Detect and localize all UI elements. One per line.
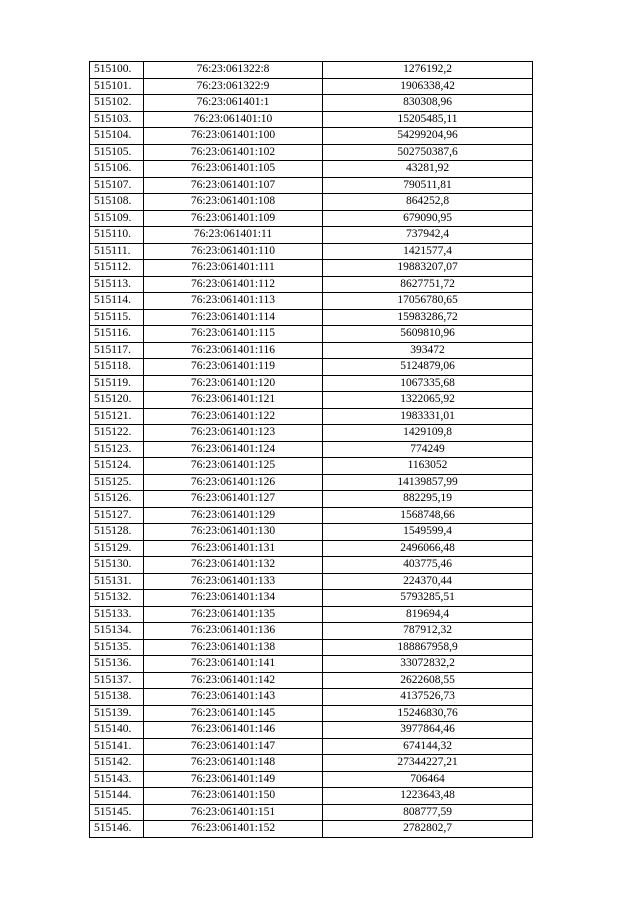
- table-row: [90, 738, 533, 755]
- cadastral-value-cell: 33072832,2: [323, 656, 533, 673]
- row-number-cell: 515126.: [90, 491, 144, 508]
- cadastral-value-cell: 17056780,65: [323, 293, 533, 310]
- table-row: [90, 161, 533, 178]
- cadastral-value-cell: 5793285,51: [323, 590, 533, 607]
- table-row: [90, 375, 533, 392]
- row-number-cell: 515101.: [90, 78, 144, 95]
- row-number-cell: 515140.: [90, 722, 144, 739]
- row-number-cell: 515120.: [90, 392, 144, 409]
- row-number-cell: 515118.: [90, 359, 144, 376]
- cadastral-value-cell: 1983331,01: [323, 408, 533, 425]
- cadastral-number-cell: 76:23:061401:120: [144, 375, 323, 392]
- row-number-cell: 515134.: [90, 623, 144, 640]
- row-number-cell: 515121.: [90, 408, 144, 425]
- cadastral-value-cell: 54299204,96: [323, 128, 533, 145]
- row-number-cell: 515100.: [90, 62, 144, 79]
- cadastral-value-cell: 1322065,92: [323, 392, 533, 409]
- cadastral-number-cell: 76:23:061401:124: [144, 441, 323, 458]
- cadastral-value-cell: 188867958,9: [323, 639, 533, 656]
- table-row: [90, 260, 533, 277]
- table-row: [90, 243, 533, 260]
- row-number-cell: 515125.: [90, 474, 144, 491]
- table-row: [90, 194, 533, 211]
- cadastral-value-cell: 706464: [323, 771, 533, 788]
- cadastral-number-cell: 76:23:061401:151: [144, 804, 323, 821]
- row-number-cell: 515137.: [90, 672, 144, 689]
- table-row: [90, 458, 533, 475]
- row-number-cell: 515113.: [90, 276, 144, 293]
- cadastral-value-cell: 15246830,76: [323, 705, 533, 722]
- row-number-cell: 515124.: [90, 458, 144, 475]
- table-row: [90, 557, 533, 574]
- cadastral-number-cell: 76:23:061401:100: [144, 128, 323, 145]
- row-number-cell: 515110.: [90, 227, 144, 244]
- table-row: [90, 78, 533, 95]
- table-row: [90, 144, 533, 161]
- cadastral-number-cell: 76:23:061401:115: [144, 326, 323, 343]
- table-row: [90, 639, 533, 656]
- row-number-cell: 515112.: [90, 260, 144, 277]
- table-row: [90, 689, 533, 706]
- cadastral-value-cell: 19883207,07: [323, 260, 533, 277]
- row-number-cell: 515108.: [90, 194, 144, 211]
- table-row: [90, 359, 533, 376]
- table-row: [90, 524, 533, 541]
- row-number-cell: 515116.: [90, 326, 144, 343]
- table-row: [90, 95, 533, 112]
- cadastral-number-cell: 76:23:061322:9: [144, 78, 323, 95]
- row-number-cell: 515114.: [90, 293, 144, 310]
- cadastral-value-table: [89, 61, 533, 838]
- row-number-cell: 515133.: [90, 606, 144, 623]
- cadastral-number-cell: 76:23:061401:131: [144, 540, 323, 557]
- cadastral-number-cell: 76:23:061401:122: [144, 408, 323, 425]
- cadastral-number-cell: 76:23:061401:112: [144, 276, 323, 293]
- row-number-cell: 515115.: [90, 309, 144, 326]
- row-number-cell: 515117.: [90, 342, 144, 359]
- table-row: [90, 540, 533, 557]
- cadastral-number-cell: 76:23:061401:152: [144, 821, 323, 838]
- cadastral-number-cell: 76:23:061401:148: [144, 755, 323, 772]
- cadastral-value-cell: 1067335,68: [323, 375, 533, 392]
- cadastral-number-cell: 76:23:061401:134: [144, 590, 323, 607]
- cadastral-number-cell: 76:23:061401:142: [144, 672, 323, 689]
- cadastral-number-cell: 76:23:061401:102: [144, 144, 323, 161]
- table-row: [90, 788, 533, 805]
- row-number-cell: 515128.: [90, 524, 144, 541]
- row-number-cell: 515132.: [90, 590, 144, 607]
- row-number-cell: 515109.: [90, 210, 144, 227]
- cadastral-number-cell: 76:23:061401:114: [144, 309, 323, 326]
- table-row: [90, 623, 533, 640]
- table-row: [90, 326, 533, 343]
- cadastral-number-cell: 76:23:061401:138: [144, 639, 323, 656]
- cadastral-value-cell: 5124879,06: [323, 359, 533, 376]
- cadastral-value-cell: 1429109,8: [323, 425, 533, 442]
- table-row: [90, 276, 533, 293]
- row-number-cell: 515127.: [90, 507, 144, 524]
- row-number-cell: 515135.: [90, 639, 144, 656]
- cadastral-number-cell: 76:23:061401:10: [144, 111, 323, 128]
- row-number-cell: 515131.: [90, 573, 144, 590]
- row-number-cell: 515103.: [90, 111, 144, 128]
- cadastral-value-cell: 15205485,11: [323, 111, 533, 128]
- table-row: [90, 705, 533, 722]
- table-body: [90, 62, 533, 838]
- cadastral-number-cell: 76:23:061401:146: [144, 722, 323, 739]
- cadastral-number-cell: 76:23:061401:109: [144, 210, 323, 227]
- cadastral-number-cell: 76:23:061401:105: [144, 161, 323, 178]
- cadastral-number-cell: 76:23:061401:108: [144, 194, 323, 211]
- table-row: [90, 507, 533, 524]
- cadastral-value-cell: 2782802,7: [323, 821, 533, 838]
- table-row: [90, 210, 533, 227]
- cadastral-number-cell: 76:23:061401:133: [144, 573, 323, 590]
- table-row: [90, 392, 533, 409]
- table-row: [90, 177, 533, 194]
- cadastral-number-cell: 76:23:061401:113: [144, 293, 323, 310]
- cadastral-value-cell: 224370,44: [323, 573, 533, 590]
- cadastral-number-cell: 76:23:061401:141: [144, 656, 323, 673]
- table-row: [90, 62, 533, 79]
- row-number-cell: 515141.: [90, 738, 144, 755]
- cadastral-value-cell: 1906338,42: [323, 78, 533, 95]
- table-row: [90, 474, 533, 491]
- cadastral-number-cell: 76:23:061401:1: [144, 95, 323, 112]
- cadastral-value-cell: 2622608,55: [323, 672, 533, 689]
- cadastral-number-cell: 76:23:061401:111: [144, 260, 323, 277]
- cadastral-number-cell: 76:23:061401:150: [144, 788, 323, 805]
- cadastral-value-cell: 679090,95: [323, 210, 533, 227]
- cadastral-number-cell: 76:23:061401:132: [144, 557, 323, 574]
- cadastral-number-cell: 76:23:061401:127: [144, 491, 323, 508]
- cadastral-number-cell: 76:23:061401:129: [144, 507, 323, 524]
- row-number-cell: 515107.: [90, 177, 144, 194]
- cadastral-number-cell: 76:23:061401:107: [144, 177, 323, 194]
- row-number-cell: 515138.: [90, 689, 144, 706]
- cadastral-number-cell: 76:23:061322:8: [144, 62, 323, 79]
- cadastral-number-cell: 76:23:061401:143: [144, 689, 323, 706]
- row-number-cell: 515142.: [90, 755, 144, 772]
- cadastral-value-cell: 393472: [323, 342, 533, 359]
- cadastral-number-cell: 76:23:061401:135: [144, 606, 323, 623]
- cadastral-number-cell: 76:23:061401:136: [144, 623, 323, 640]
- cadastral-value-cell: 15983286,72: [323, 309, 533, 326]
- cadastral-number-cell: 76:23:061401:110: [144, 243, 323, 260]
- row-number-cell: 515144.: [90, 788, 144, 805]
- table-row: [90, 804, 533, 821]
- cadastral-number-cell: 76:23:061401:145: [144, 705, 323, 722]
- table-row: [90, 111, 533, 128]
- row-number-cell: 515146.: [90, 821, 144, 838]
- cadastral-value-cell: 1421577,4: [323, 243, 533, 260]
- table-row: [90, 771, 533, 788]
- cadastral-number-cell: 76:23:061401:125: [144, 458, 323, 475]
- cadastral-value-cell: 1568748,66: [323, 507, 533, 524]
- cadastral-value-cell: 4137526,73: [323, 689, 533, 706]
- cadastral-number-cell: 76:23:061401:130: [144, 524, 323, 541]
- table-row: [90, 755, 533, 772]
- cadastral-value-cell: 43281,92: [323, 161, 533, 178]
- table-row: [90, 425, 533, 442]
- table-row: [90, 722, 533, 739]
- table-row: [90, 441, 533, 458]
- table-row: [90, 342, 533, 359]
- cadastral-value-cell: 790511,81: [323, 177, 533, 194]
- row-number-cell: 515136.: [90, 656, 144, 673]
- row-number-cell: 515122.: [90, 425, 144, 442]
- table-row: [90, 408, 533, 425]
- cadastral-number-cell: 76:23:061401:126: [144, 474, 323, 491]
- table-row: [90, 821, 533, 838]
- cadastral-value-cell: 787912,32: [323, 623, 533, 640]
- cadastral-number-cell: 76:23:061401:123: [144, 425, 323, 442]
- row-number-cell: 515123.: [90, 441, 144, 458]
- row-number-cell: 515105.: [90, 144, 144, 161]
- table-row: [90, 293, 533, 310]
- cadastral-value-cell: 1163052: [323, 458, 533, 475]
- cadastral-value-cell: 1549599,4: [323, 524, 533, 541]
- cadastral-value-cell: 1276192,2: [323, 62, 533, 79]
- table-row: [90, 573, 533, 590]
- table-row: [90, 672, 533, 689]
- cadastral-value-cell: 864252,8: [323, 194, 533, 211]
- row-number-cell: 515104.: [90, 128, 144, 145]
- row-number-cell: 515129.: [90, 540, 144, 557]
- table-row: [90, 590, 533, 607]
- cadastral-value-cell: 674144,32: [323, 738, 533, 755]
- table-row: [90, 656, 533, 673]
- row-number-cell: 515145.: [90, 804, 144, 821]
- row-number-cell: 515111.: [90, 243, 144, 260]
- cadastral-value-cell: 502750387,6: [323, 144, 533, 161]
- row-number-cell: 515139.: [90, 705, 144, 722]
- cadastral-value-cell: 1223643,48: [323, 788, 533, 805]
- cadastral-value-cell: 14139857,99: [323, 474, 533, 491]
- row-number-cell: 515143.: [90, 771, 144, 788]
- table-row: [90, 491, 533, 508]
- table-row: [90, 606, 533, 623]
- row-number-cell: 515119.: [90, 375, 144, 392]
- row-number-cell: 515106.: [90, 161, 144, 178]
- table-row: [90, 309, 533, 326]
- cadastral-value-cell: 403775,46: [323, 557, 533, 574]
- table-row: [90, 227, 533, 244]
- cadastral-value-cell: 808777,59: [323, 804, 533, 821]
- cadastral-number-cell: 76:23:061401:149: [144, 771, 323, 788]
- table-row: [90, 128, 533, 145]
- cadastral-value-cell: 27344227,21: [323, 755, 533, 772]
- cadastral-number-cell: 76:23:061401:121: [144, 392, 323, 409]
- cadastral-number-cell: 76:23:061401:119: [144, 359, 323, 376]
- cadastral-value-cell: 2496066,48: [323, 540, 533, 557]
- cadastral-value-cell: 8627751,72: [323, 276, 533, 293]
- cadastral-value-cell: 3977864,46: [323, 722, 533, 739]
- cadastral-number-cell: 76:23:061401:147: [144, 738, 323, 755]
- cadastral-number-cell: 76:23:061401:116: [144, 342, 323, 359]
- cadastral-value-cell: 830308,96: [323, 95, 533, 112]
- cadastral-value-cell: 774249: [323, 441, 533, 458]
- cadastral-value-cell: 5609810,96: [323, 326, 533, 343]
- row-number-cell: 515102.: [90, 95, 144, 112]
- cadastral-value-cell: 882295,19: [323, 491, 533, 508]
- cadastral-value-cell: 819694,4: [323, 606, 533, 623]
- row-number-cell: 515130.: [90, 557, 144, 574]
- cadastral-value-cell: 737942,4: [323, 227, 533, 244]
- cadastral-number-cell: 76:23:061401:11: [144, 227, 323, 244]
